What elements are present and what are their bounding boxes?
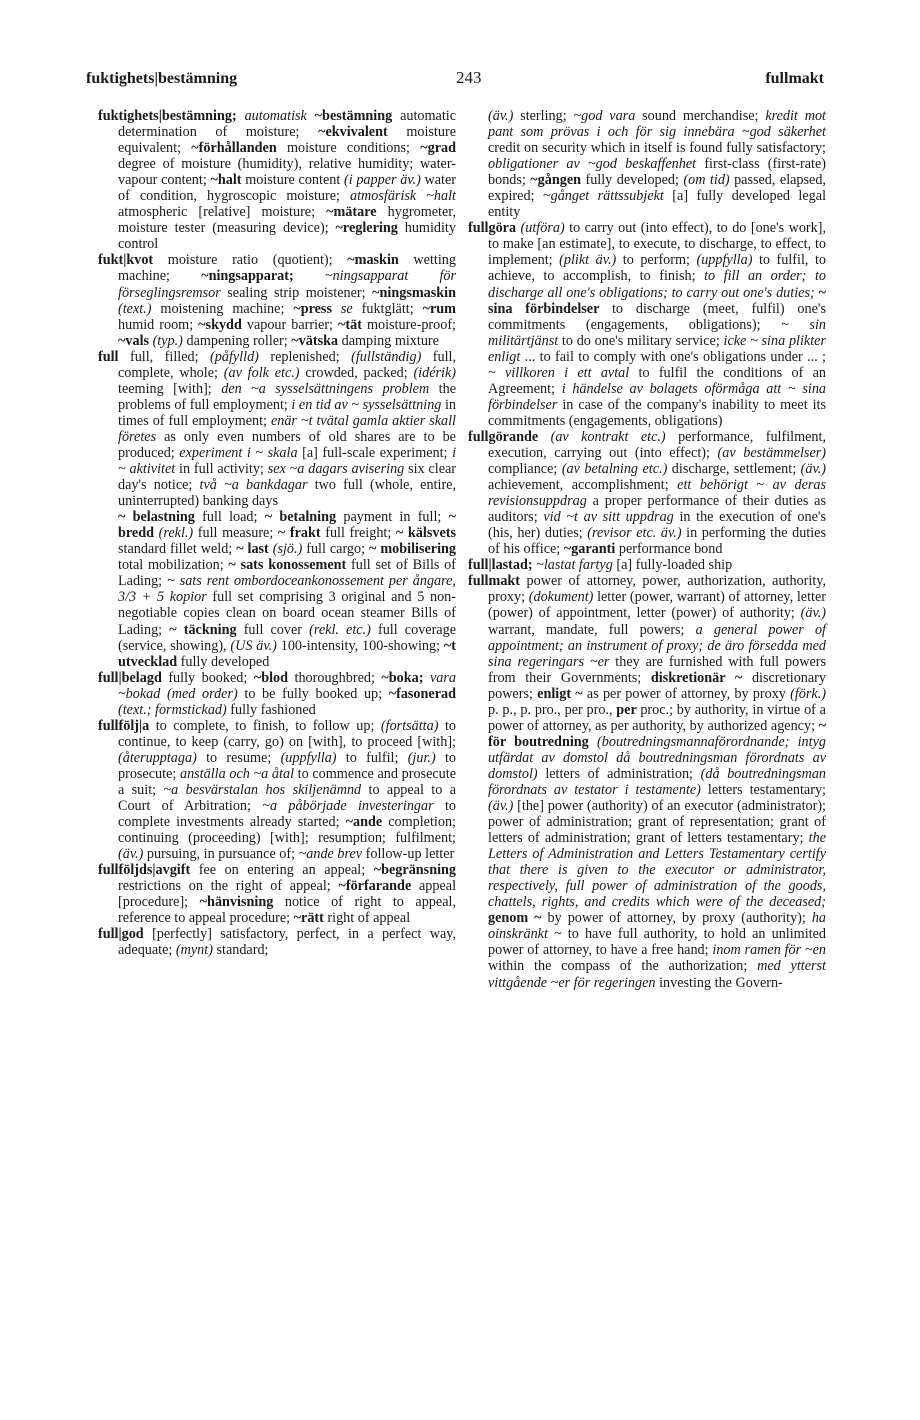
gloss-text: to carry out (into effect), to do [one's work], to make [an estimate], to execute, to discharge, to effect, to implement; <box>488 220 827 269</box>
bold-term: ~halt <box>210 172 246 189</box>
headword: fukt|kvot <box>98 252 168 269</box>
italic-text: (påfylld) <box>210 348 271 365</box>
gloss-text: full freight; <box>325 525 396 542</box>
gloss-text: hygrometer, moisture tester (measuring device); <box>118 204 456 237</box>
bold-term: ~ frakt <box>277 525 326 542</box>
bold-term: ~reglering <box>335 220 405 237</box>
gloss-text: within the compass of the authorization; <box>488 958 758 975</box>
italic-text: (äv.) <box>118 846 147 863</box>
bold-term: ~hänvisning <box>199 894 285 911</box>
gloss-text: power of attorney, power, authorization, authority, proxy; <box>488 573 826 606</box>
bold-term: ~garanti <box>563 541 619 558</box>
italic-text: ha oinskränkt ~ <box>488 910 827 943</box>
bold-term: ~gången <box>530 172 586 189</box>
entry-fullgod-cont <box>468 108 826 220</box>
bold-term: ~ sina förbindelser <box>488 284 826 317</box>
italic-text: (återupptaga) <box>118 749 207 766</box>
bold-term: ~ kälsvets <box>395 525 456 542</box>
gloss-text: to fulfil, to achieve, to accomplish, to finish; <box>488 252 827 285</box>
headword: fullföljds|avgift <box>98 862 199 879</box>
entry-full-compounds <box>98 509 456 669</box>
gloss-text: discharge, settlement; <box>671 461 801 478</box>
gloss-text: first-class (first-rate) bonds; <box>488 156 827 189</box>
gloss-text: to commence and prosecute a suit; <box>118 765 456 798</box>
gloss-text: ... to fail to comply with one's obligations under ... ; <box>524 348 826 365</box>
gloss-text: full measure; <box>197 525 278 542</box>
italic-text: sex ~a dagars avisering <box>267 461 409 478</box>
gloss-text: to be fully booked up; <box>244 685 389 702</box>
bold-term: ~förhållanden <box>191 140 287 157</box>
bold-term: ~ betalning <box>264 509 344 526</box>
bold-term: ~ belastning <box>118 509 203 526</box>
gloss-text: achievement, accomplishment; <box>488 477 678 494</box>
gloss-text: performance bond <box>618 541 723 558</box>
italic-text: i en tid av ~ sysselsättning <box>291 396 445 413</box>
gloss-text: to discharge (meet, fulfil) one's commitments (engagements, obligations); <box>488 300 826 333</box>
italic-text: ~a påbörjade investeringar <box>262 798 445 815</box>
italic-text: (revisor etc. äv.) <box>587 525 687 542</box>
gloss-text: water of condition, hygroscopic moisture; <box>118 172 456 205</box>
entry-full <box>98 349 456 509</box>
italic-text: (utföra) <box>520 220 570 237</box>
bold-term: ~ningsapparat; <box>201 268 325 285</box>
gloss-text: sound merchandise; <box>642 108 766 124</box>
bold-term: ~grad <box>420 140 456 157</box>
italic-text: to fill an order; to discharge all one's obligations; to carry out one's duties; <box>488 268 826 301</box>
italic-text: (fullständig) <box>351 348 433 365</box>
italic-text: två ~a bankdagar <box>199 477 315 494</box>
entry-fullgorande <box>468 429 826 557</box>
gloss-text: [a] fully-loaded ship <box>616 557 733 574</box>
italic-text: (US äv.) <box>230 637 281 654</box>
italic-text: ~ villkoren i ett avtal <box>488 364 639 381</box>
bold-term: ~skydd <box>198 316 247 333</box>
bold-term: ~begränsning <box>373 862 457 879</box>
entry-fullgod <box>98 926 456 958</box>
italic-text: vid ~t av sitt uppdrag <box>543 509 680 526</box>
gloss-text: two full (whole, entire, uninterrupted) banking days <box>118 477 457 510</box>
bold-term: ~ för boutredning <box>488 717 826 750</box>
italic-text: ~a besvärstalan hos skiljenämnd <box>163 781 369 798</box>
gloss-text: automatic determination of moisture; <box>118 108 457 141</box>
italic-text: icke ~ sina plikter enligt <box>488 332 826 365</box>
running-head-right: fullmakt <box>765 70 824 87</box>
gloss-text: a proper performance of their duties as auditors; <box>488 493 826 526</box>
gloss-text: to resume; <box>206 749 281 766</box>
bold-term: ~ningsmaskin <box>372 284 456 301</box>
page-header <box>86 70 824 94</box>
italic-text: se <box>340 300 362 317</box>
italic-text: (av betalning etc.) <box>561 461 672 478</box>
gloss-text: wetting machine; <box>118 252 456 285</box>
italic-text: (text.) <box>118 300 161 317</box>
gloss-text: moisture equivalent; <box>118 124 456 157</box>
italic-text: ~ sin militärtjänst <box>488 316 826 349</box>
entry-fuktkvot <box>98 252 456 348</box>
gloss-text: they are furnished with full powers from their Governments; <box>488 653 826 686</box>
italic-text: ~ande brev <box>298 846 366 863</box>
gloss-text: pursuing, in pursuance of; <box>146 846 299 863</box>
page-number: 243 <box>456 68 482 87</box>
gloss-text: investing the Govern- <box>659 974 783 991</box>
italic-text: (boutredningsmannaförordnande; intyg utfärdat av domstol då boutredningsman förordnats av domstol) <box>488 733 826 782</box>
gloss-text: thoroughbred; <box>294 669 382 686</box>
left-column <box>98 108 456 958</box>
gloss-text: letters of administration; <box>545 765 701 782</box>
gloss-text: sterling; <box>520 108 574 124</box>
gloss-text: moistening machine; <box>160 300 294 317</box>
gloss-text: fully developed <box>180 653 270 670</box>
gloss-text: p. p., p. pro., per pro., <box>488 701 617 718</box>
gloss-text: moisture-proof; <box>366 316 456 333</box>
italic-text: (typ.) <box>152 332 187 349</box>
gloss-text: [a] fully developed legal entity <box>488 188 827 221</box>
entry-fullbelagd <box>98 670 456 718</box>
bold-term: ~vals <box>118 332 153 349</box>
headword: fullfölj|a <box>98 717 156 734</box>
bold-term: ~blod <box>253 669 295 686</box>
gloss-text: to complete, to finish, to follow up; <box>155 717 381 734</box>
italic-text: (plikt äv.) <box>559 252 623 269</box>
bold-term: ~rum <box>422 300 456 317</box>
gloss-text: right of appeal <box>327 910 411 927</box>
gloss-text: to fulfil the conditions of an Agreement; <box>488 364 826 397</box>
gloss-text: to do one's military service; <box>561 332 724 349</box>
headword: fullmakt <box>468 573 527 590</box>
italic-text: ~ sats rent ombordoceankonossement per ångare, 3/3 + 5 kopior <box>118 573 456 606</box>
bold-term: ~boka; <box>381 669 430 686</box>
bold-term: ~mätare <box>326 204 388 221</box>
italic-text: inom ramen för ~en <box>712 942 827 959</box>
bold-term: ~ bredd <box>118 509 456 542</box>
gloss-text: full, filled; <box>129 348 211 365</box>
italic-text: (om tid) <box>683 172 735 189</box>
gloss-text: standard; <box>216 942 269 959</box>
entry-fullgora <box>468 220 826 429</box>
italic-text: (rekl. etc.) <box>309 621 378 638</box>
running-head-left: fuktighets|bestämning <box>86 70 238 87</box>
italic-text: (fortsätta) <box>380 717 445 734</box>
gloss-text: crowded, packed; <box>305 364 414 381</box>
bold-term: ~ mobilisering <box>369 541 456 558</box>
gloss-text: to perform; <box>622 252 697 269</box>
italic-text: (äv.) <box>800 605 826 622</box>
bold-term: ~maskin <box>347 252 414 269</box>
italic-text: i ~ aktivitet <box>118 444 457 478</box>
italic-text: (då boutredningsman förordnats av testator i testamente) <box>488 765 827 798</box>
entry-fullfoljdsavgift <box>98 862 456 926</box>
gloss-text: proc.; by authority, in virtue of a power of attorney, as per authority, by authorized agency; <box>488 701 826 734</box>
gloss-text: to fulfil; <box>345 749 408 766</box>
italic-text: vara ~bokad (med order) <box>118 669 456 702</box>
bold-term: ~ande <box>345 814 389 831</box>
italic-text: the Letters of Administration and Letters Testamentary certify that there is given to the executor or administrator, respectively, full power of administration of the goods, chattels, rights, and credits which were of the deceased; <box>488 830 826 911</box>
italic-text: den ~a sysselsättningens problem <box>221 380 439 397</box>
gloss-text: full set of Bills of Lading; <box>118 557 456 590</box>
italic-text: (i papper äv.) <box>343 172 425 189</box>
gloss-text: letters testamentary; <box>707 781 826 798</box>
gloss-text: moisture conditions; <box>286 140 421 157</box>
bold-term: ~vätska <box>291 332 342 349</box>
entry-fuktighetsbestamning <box>98 108 456 252</box>
bold-term: ~tät <box>338 316 367 333</box>
gloss-text: in full activity; <box>179 461 268 478</box>
gloss-text: full set comprising 3 original and 5 non-negotiable copies clean on board ocean steamer Bills of Lading; <box>118 589 456 638</box>
bold-term: enligt ~ <box>537 685 587 702</box>
italic-text: (rekl.) <box>158 525 198 542</box>
gloss-text: completion; continuing (proceeding) [with]; resumption; fulfilment; <box>118 814 456 847</box>
gloss-text: replenished; <box>270 348 352 365</box>
gloss-text: payment in full; <box>343 509 449 526</box>
gloss-text: 100-intensity, 100-showing; <box>280 637 444 654</box>
italic-text: atmosfärisk ~halt <box>350 188 456 205</box>
italic-text: (jur.) <box>407 749 445 766</box>
italic-text: (äv.) <box>800 461 826 478</box>
gloss-text: passed, elapsed, expired; <box>488 172 826 205</box>
gloss-text: the problems of full employment; <box>118 380 456 413</box>
gloss-text: appeal [procedure]; <box>118 878 457 911</box>
italic-text: (uppfylla) <box>280 749 346 766</box>
italic-text: automatisk <box>244 108 315 124</box>
headword: full|god <box>98 926 153 943</box>
gloss-text: follow-up letter <box>365 846 455 863</box>
italic-text: obligationer av ~god beskaffenhet <box>488 156 705 173</box>
gloss-text: as only even numbers of old shares are to be produced; <box>118 428 456 461</box>
gloss-text: compliance; <box>488 461 562 478</box>
gloss-text: fee on entering an appeal; <box>198 862 374 879</box>
headword: fuktighets|bestämning; <box>98 108 245 124</box>
bold-term: ~t utvecklad <box>118 637 456 670</box>
right-column <box>468 108 826 991</box>
headword: fullgörande <box>468 428 551 445</box>
gloss-text: to prosecute; <box>118 749 456 782</box>
gloss-text: in case of the company's inability to meet its commitments (engagements, obligations) <box>488 396 827 429</box>
gloss-text: to complete investments already started; <box>118 798 456 831</box>
gloss-text: discretionary powers; <box>488 669 826 702</box>
gloss-text: dampening roller; <box>186 332 292 349</box>
entry-fulllastad <box>468 557 826 573</box>
italic-text: ~ningsapparat för förseglingsremsor <box>118 268 456 301</box>
italic-text: (äv.) <box>488 798 518 815</box>
gloss-text: [the] power (authority) of an executor (administrator); power of administration; grant of representation; grant of letters of administration; grant of letters testamentary; <box>488 798 826 847</box>
italic-text: ~god vara <box>573 108 643 124</box>
headword: fullgöra <box>468 220 521 237</box>
italic-text: enär ~t tvätal gamla aktier skall företes <box>118 412 456 445</box>
gloss-text: degree of moisture (humidity), relative humidity; water-vapour content; <box>118 156 456 189</box>
gloss-text: to have full authority, to hold an unlimited power of attorney, to have a free hand; <box>488 926 826 959</box>
gloss-text: full cargo; <box>306 541 370 558</box>
italic-text: kredit mot pant som prövas i och för sig innebära ~god säkerhet <box>488 108 826 141</box>
bold-term: ~press <box>293 300 341 317</box>
bold-term: ~ekvivalent <box>318 124 407 141</box>
bold-term: ~ last <box>236 541 273 558</box>
italic-text: (mynt) <box>175 942 217 959</box>
italic-text: (idérik) <box>413 364 456 381</box>
italic-text: med ytterst vittgående ~er för regeringen <box>488 958 826 991</box>
italic-text: (uppfylla) <box>696 252 759 269</box>
headword: full|lastad; <box>468 557 537 574</box>
gloss-text: [a] full-scale experiment; <box>302 444 453 461</box>
gloss-text: letter (power, warrant) of attorney, letter (power) of appointment, letter (power) of authority; <box>488 589 826 622</box>
gloss-text: restrictions on the right of appeal; <box>118 878 339 895</box>
gloss-text: teeming [with]; <box>118 380 222 397</box>
bold-term: ~rätt <box>293 910 328 927</box>
entry-fullfolja <box>98 718 456 862</box>
gloss-text: full, complete, whole; <box>118 348 456 381</box>
gloss-text: full coverage (service, showing), <box>118 621 456 654</box>
bold-term: genom ~ <box>488 910 548 927</box>
gloss-text: humid room; <box>118 316 199 333</box>
italic-text: (av folk etc.) <box>223 364 306 381</box>
italic-text: (äv.) <box>488 108 521 124</box>
italic-text: ett behörigt ~ av deras revisionsuppdrag <box>488 477 826 510</box>
italic-text: (av bestämmelser) <box>717 444 826 461</box>
bold-term: ~ täckning <box>169 621 244 638</box>
italic-text: (text.; formstickad) <box>118 701 231 718</box>
italic-text: (förk.) <box>790 685 826 702</box>
bold-term: ~fasonerad <box>388 685 456 702</box>
italic-text: anställa och ~a åtal <box>179 765 298 782</box>
gloss-text: full cover <box>243 621 310 638</box>
gloss-text: to continue, to keep (carry, go) on [with], to proceed [with]; <box>118 717 456 750</box>
gloss-text: fully booked; <box>168 669 254 686</box>
gloss-text: sealing strip moistener; <box>227 284 373 301</box>
italic-text: a general power of appointment; an instrument of proxy; de äro försedda med sina regeringars ~er <box>488 621 826 670</box>
gloss-text: six clear day's notice; <box>118 461 457 494</box>
gloss-text: in performing the duties of his office; <box>488 525 826 558</box>
gloss-text: by power of attorney, by proxy (authority); <box>547 910 812 927</box>
gloss-text: total mobilization; <box>118 557 229 574</box>
gloss-text: moisture ratio (quotient); <box>167 252 348 269</box>
gloss-text: damping mixture <box>341 332 439 349</box>
gloss-text: performance, fulfilment, execution, carrying out (into effect); <box>488 428 827 461</box>
gloss-text: humidity control <box>118 220 456 253</box>
gloss-text: credit on security which in itself is found fully satisfactory; <box>488 140 826 157</box>
gloss-text: to appeal to a Court of Arbitration; <box>118 781 456 815</box>
bold-term: ~ sats konossement <box>228 557 352 574</box>
gloss-text: in times of full employment; <box>118 396 457 429</box>
bold-term: diskretionär ~ <box>650 669 752 686</box>
gloss-text: warrant, mandate, full powers; <box>488 621 696 638</box>
gloss-text: atmospheric [relative] moisture; <box>118 204 327 221</box>
italic-text: (av kontrakt etc.) <box>550 428 679 445</box>
gloss-text: standard fillet weld; <box>118 541 237 558</box>
gloss-text: full load; <box>202 509 265 526</box>
italic-text: experiment i ~ skala <box>179 444 303 461</box>
gloss-text: as per power of attorney, by proxy <box>586 685 791 702</box>
gloss-text: fully fashioned <box>230 701 316 718</box>
bold-term: ~bestämning <box>314 108 401 124</box>
italic-text: ~lastat fartyg <box>536 557 617 574</box>
bold-term: ~förfarande <box>338 878 419 895</box>
entry-fullmakt <box>468 573 826 990</box>
bold-term: per <box>616 701 641 718</box>
gloss-text: vapour barrier; <box>246 316 339 333</box>
italic-text: ~gånget rättssubjekt <box>542 188 673 205</box>
gloss-text: moisture content <box>245 172 344 189</box>
italic-text: i händelse av bolagets oförmåga att ~ sina förbindelser <box>488 380 827 413</box>
gloss-text: in the execution of one's (his, her) duties; <box>488 509 826 542</box>
headword: full|belagd <box>98 669 169 686</box>
gloss-text: fuktglätt; <box>361 300 423 317</box>
italic-text: (dokument) <box>528 589 598 606</box>
gloss-text: notice of right to appeal, reference to appeal procedure; <box>118 894 456 927</box>
italic-text: (sjö.) <box>272 541 307 558</box>
gloss-text: [perfectly] satisfactory, perfect, in a perfect way, adequate; <box>118 926 456 959</box>
headword: full <box>98 348 130 365</box>
gloss-text: fully developed; <box>585 172 684 189</box>
